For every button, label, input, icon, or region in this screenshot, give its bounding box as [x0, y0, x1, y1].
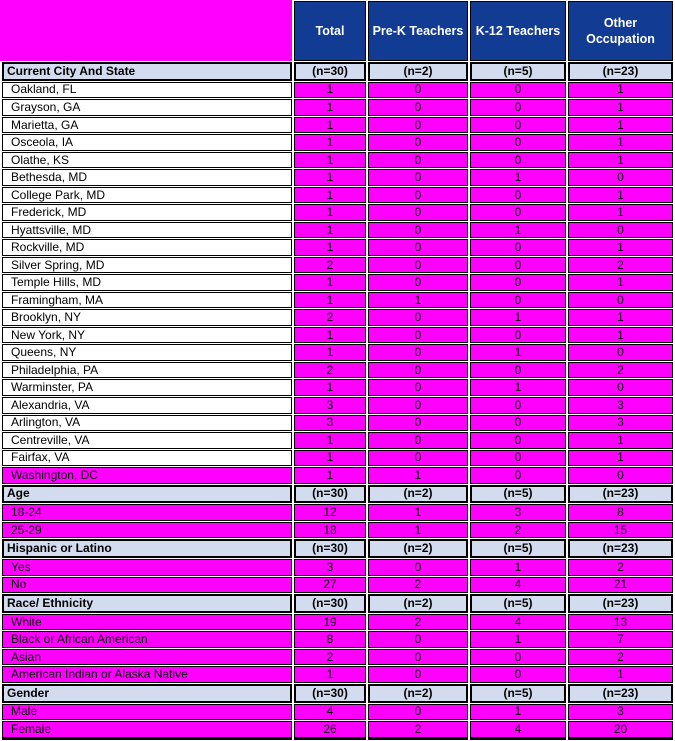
column-header-other-occupation: Other Occupation [568, 1, 673, 61]
value-cell: 0 [568, 222, 673, 239]
value-cell: 13 [568, 614, 673, 631]
value-cell: 0 [368, 415, 468, 432]
row-label: Centreville, VA [2, 432, 292, 449]
value-cell: 2 [294, 362, 366, 379]
row-label: Philadelphia, PA [2, 362, 292, 379]
value-cell: 0 [368, 704, 468, 721]
value-cell: 0 [470, 362, 566, 379]
table-body [2, 62, 673, 740]
value-cell: 4 [470, 721, 566, 740]
value-cell: 0 [568, 292, 673, 309]
value-cell: 4 [294, 704, 366, 721]
value-cell: 1 [568, 450, 673, 467]
table-row [2, 239, 673, 256]
value-cell: 0 [368, 204, 468, 221]
value-cell: 0 [368, 169, 468, 186]
value-cell: 2 [568, 559, 673, 576]
section-count: (n=30) [294, 539, 366, 558]
table-row [2, 274, 673, 291]
section-title: Gender [2, 684, 292, 703]
value-cell: 0 [470, 187, 566, 204]
value-cell: 3 [294, 559, 366, 576]
value-cell: 1 [294, 117, 366, 134]
value-cell: 1 [294, 467, 366, 484]
value-cell: 1 [294, 379, 366, 396]
row-label: 25-29 [2, 522, 292, 539]
table-row [2, 169, 673, 186]
row-label: New York, NY [2, 327, 292, 344]
value-cell: 1 [568, 432, 673, 449]
value-cell: 1 [294, 450, 366, 467]
section-count: (n=5) [470, 594, 566, 613]
section-count: (n=2) [368, 594, 468, 613]
row-label: Female [2, 721, 292, 740]
value-cell: 1 [294, 344, 366, 361]
value-cell: 1 [294, 187, 366, 204]
value-cell: 2 [294, 649, 366, 666]
section-count: (n=5) [470, 62, 566, 81]
value-cell: 0 [368, 649, 468, 666]
row-label: Oakland, FL [2, 82, 292, 99]
value-cell: 3 [568, 415, 673, 432]
row-label: Washington, DC [2, 467, 292, 484]
value-cell: 1 [568, 666, 673, 683]
value-cell: 21 [568, 577, 673, 594]
table-row [2, 577, 673, 594]
section-count: (n=5) [470, 539, 566, 558]
value-cell: 0 [470, 450, 566, 467]
value-cell: 1 [294, 204, 366, 221]
section-count: (n=30) [294, 485, 366, 504]
value-cell: 0 [470, 397, 566, 414]
value-cell: 0 [368, 379, 468, 396]
value-cell: 8 [294, 631, 366, 648]
value-cell: 1 [568, 99, 673, 116]
section-count: (n=30) [294, 684, 366, 703]
value-cell: 0 [368, 222, 468, 239]
row-label: Yes [2, 559, 292, 576]
value-cell: 0 [470, 152, 566, 169]
value-cell: 0 [368, 666, 468, 683]
row-label: Marietta, GA [2, 117, 292, 134]
value-cell: 3 [568, 704, 673, 721]
table-row [2, 559, 673, 576]
value-cell: 1 [368, 292, 468, 309]
table-row [2, 522, 673, 539]
value-cell: 0 [568, 169, 673, 186]
value-cell: 12 [294, 504, 366, 521]
value-cell: 26 [294, 721, 366, 740]
section-count: (n=23) [568, 539, 673, 558]
value-cell: 1 [568, 239, 673, 256]
table-row [2, 504, 673, 521]
row-label: Olathe, KS [2, 152, 292, 169]
value-cell: 0 [368, 344, 468, 361]
header-row [2, 1, 673, 61]
value-cell: 1 [568, 82, 673, 99]
table-row [2, 704, 673, 721]
value-cell: 2 [470, 522, 566, 539]
value-cell: 0 [368, 327, 468, 344]
value-cell: 0 [470, 204, 566, 221]
column-header-prek-teachers: Pre-K Teachers [368, 1, 468, 61]
value-cell: 1 [368, 522, 468, 539]
value-cell: 0 [568, 344, 673, 361]
value-cell: 3 [294, 397, 366, 414]
section-title: Current City And State [2, 62, 292, 81]
value-cell: 0 [368, 187, 468, 204]
row-label: White [2, 614, 292, 631]
value-cell: 0 [470, 415, 566, 432]
value-cell: 1 [294, 432, 366, 449]
table-row [2, 327, 673, 344]
value-cell: 1 [568, 204, 673, 221]
value-cell: 0 [470, 134, 566, 151]
value-cell: 1 [568, 309, 673, 326]
value-cell: 0 [470, 117, 566, 134]
value-cell: 2 [568, 362, 673, 379]
value-cell: 0 [368, 362, 468, 379]
value-cell: 1 [470, 222, 566, 239]
section-count: (n=23) [568, 62, 673, 81]
value-cell: 27 [294, 577, 366, 594]
row-label: Arlington, VA [2, 415, 292, 432]
table-row [2, 134, 673, 151]
value-cell: 1 [568, 134, 673, 151]
table-row [2, 415, 673, 432]
value-cell: 1 [470, 631, 566, 648]
value-cell: 20 [568, 721, 673, 740]
value-cell: 1 [470, 344, 566, 361]
value-cell: 0 [368, 134, 468, 151]
row-label: Alexandria, VA [2, 397, 292, 414]
row-label: Framingham, MA [2, 292, 292, 309]
value-cell: 7 [568, 631, 673, 648]
section-count: (n=30) [294, 62, 366, 81]
value-cell: 0 [470, 432, 566, 449]
value-cell: 3 [568, 397, 673, 414]
value-cell: 0 [568, 467, 673, 484]
table-row [2, 379, 673, 396]
value-cell: 0 [470, 274, 566, 291]
table-row [2, 117, 673, 134]
section-title: Age [2, 485, 292, 504]
value-cell: 1 [294, 169, 366, 186]
row-label: Frederick, MD [2, 204, 292, 221]
table-row [2, 257, 673, 274]
value-cell: 0 [368, 82, 468, 99]
section-count: (n=23) [568, 594, 673, 613]
value-cell: 1 [470, 309, 566, 326]
row-label: Brooklyn, NY [2, 309, 292, 326]
table-row [2, 82, 673, 99]
value-cell: 1 [294, 327, 366, 344]
section-count: (n=5) [470, 485, 566, 504]
table-row [2, 631, 673, 648]
row-label: Fairfax, VA [2, 450, 292, 467]
value-cell: 1 [470, 169, 566, 186]
value-cell: 0 [470, 666, 566, 683]
table-row [2, 99, 673, 116]
table-row [2, 204, 673, 221]
value-cell: 2 [368, 614, 468, 631]
value-cell: 1 [470, 704, 566, 721]
row-label: Osceola, IA [2, 134, 292, 151]
section-count: (n=2) [368, 684, 468, 703]
value-cell: 15 [568, 522, 673, 539]
table-row [2, 292, 673, 309]
section-title: Race/ Ethnicity [2, 594, 292, 613]
row-label: Temple Hills, MD [2, 274, 292, 291]
row-label: Hyattsville, MD [2, 222, 292, 239]
value-cell: 1 [294, 82, 366, 99]
table-row [2, 187, 673, 204]
table-row [2, 344, 673, 361]
table-row [2, 450, 673, 467]
value-cell: 1 [294, 239, 366, 256]
value-cell: 2 [368, 577, 468, 594]
value-cell: 0 [368, 397, 468, 414]
value-cell: 1 [568, 274, 673, 291]
value-cell: 1 [294, 99, 366, 116]
value-cell: 2 [568, 257, 673, 274]
table-row [2, 467, 673, 484]
table-row [2, 397, 673, 414]
column-header-k12-teachers: K-12 Teachers [470, 1, 566, 61]
row-label: No [2, 577, 292, 594]
row-label: Grayson, GA [2, 99, 292, 116]
value-cell: 4 [470, 577, 566, 594]
table-row [2, 649, 673, 666]
value-cell: 0 [470, 327, 566, 344]
value-cell: 19 [294, 614, 366, 631]
value-cell: 1 [294, 152, 366, 169]
value-cell: 1 [294, 222, 366, 239]
value-cell: 0 [470, 99, 566, 116]
row-label: 18-24 [2, 504, 292, 521]
value-cell: 0 [368, 274, 468, 291]
value-cell: 0 [470, 649, 566, 666]
value-cell: 0 [368, 152, 468, 169]
section-count: (n=2) [368, 62, 468, 81]
table-row [2, 222, 673, 239]
row-label: Bethesda, MD [2, 169, 292, 186]
value-cell: 0 [470, 82, 566, 99]
table-row [2, 666, 673, 683]
value-cell: 0 [368, 117, 468, 134]
section-header-row [2, 594, 673, 613]
section-count: (n=2) [368, 539, 468, 558]
row-label: American Indian or Alaska Native [2, 666, 292, 683]
value-cell: 0 [368, 450, 468, 467]
section-header-row [2, 684, 673, 703]
value-cell: 2 [294, 309, 366, 326]
value-cell: 0 [368, 99, 468, 116]
value-cell: 2 [568, 649, 673, 666]
section-count: (n=23) [568, 684, 673, 703]
value-cell: 3 [470, 504, 566, 521]
value-cell: 1 [568, 187, 673, 204]
section-count: (n=23) [568, 485, 673, 504]
row-label: College Park, MD [2, 187, 292, 204]
value-cell: 1 [294, 274, 366, 291]
value-cell: 0 [368, 559, 468, 576]
value-cell: 0 [368, 309, 468, 326]
value-cell: 1 [568, 117, 673, 134]
value-cell: 1 [368, 467, 468, 484]
row-label: Rockville, MD [2, 239, 292, 256]
section-title: Hispanic or Latino [2, 539, 292, 558]
section-count: (n=30) [294, 594, 366, 613]
value-cell: 0 [368, 432, 468, 449]
value-cell: 0 [470, 292, 566, 309]
value-cell: 2 [294, 257, 366, 274]
row-label: Queens, NY [2, 344, 292, 361]
table-row [2, 432, 673, 449]
section-header-row [2, 62, 673, 81]
value-cell: 3 [294, 415, 366, 432]
value-cell: 0 [470, 239, 566, 256]
value-cell: 1 [294, 666, 366, 683]
row-label: Silver Spring, MD [2, 257, 292, 274]
row-label: Male [2, 704, 292, 721]
table-row [2, 152, 673, 169]
value-cell: 1 [368, 504, 468, 521]
row-label: Black or African American [2, 631, 292, 648]
table-row [2, 614, 673, 631]
value-cell: 0 [470, 257, 566, 274]
value-cell: 0 [368, 257, 468, 274]
column-header-total: Total [294, 1, 366, 61]
value-cell: 0 [470, 467, 566, 484]
value-cell: 1 [470, 379, 566, 396]
value-cell: 18 [294, 522, 366, 539]
value-cell: 1 [294, 134, 366, 151]
section-count: (n=2) [368, 485, 468, 504]
table-row [2, 362, 673, 379]
value-cell: 1 [568, 152, 673, 169]
value-cell: 0 [568, 379, 673, 396]
value-cell: 1 [294, 292, 366, 309]
table-row [2, 721, 673, 740]
table-row [2, 309, 673, 326]
value-cell: 8 [568, 504, 673, 521]
row-label: Asian [2, 649, 292, 666]
row-label: Warminster, PA [2, 379, 292, 396]
value-cell: 1 [568, 327, 673, 344]
section-header-row [2, 485, 673, 504]
section-header-row [2, 539, 673, 558]
value-cell: 2 [368, 721, 468, 740]
value-cell: 1 [470, 559, 566, 576]
section-count: (n=5) [470, 684, 566, 703]
corner-cell [2, 1, 292, 61]
value-cell: 4 [470, 614, 566, 631]
value-cell: 0 [368, 631, 468, 648]
value-cell: 0 [368, 239, 468, 256]
